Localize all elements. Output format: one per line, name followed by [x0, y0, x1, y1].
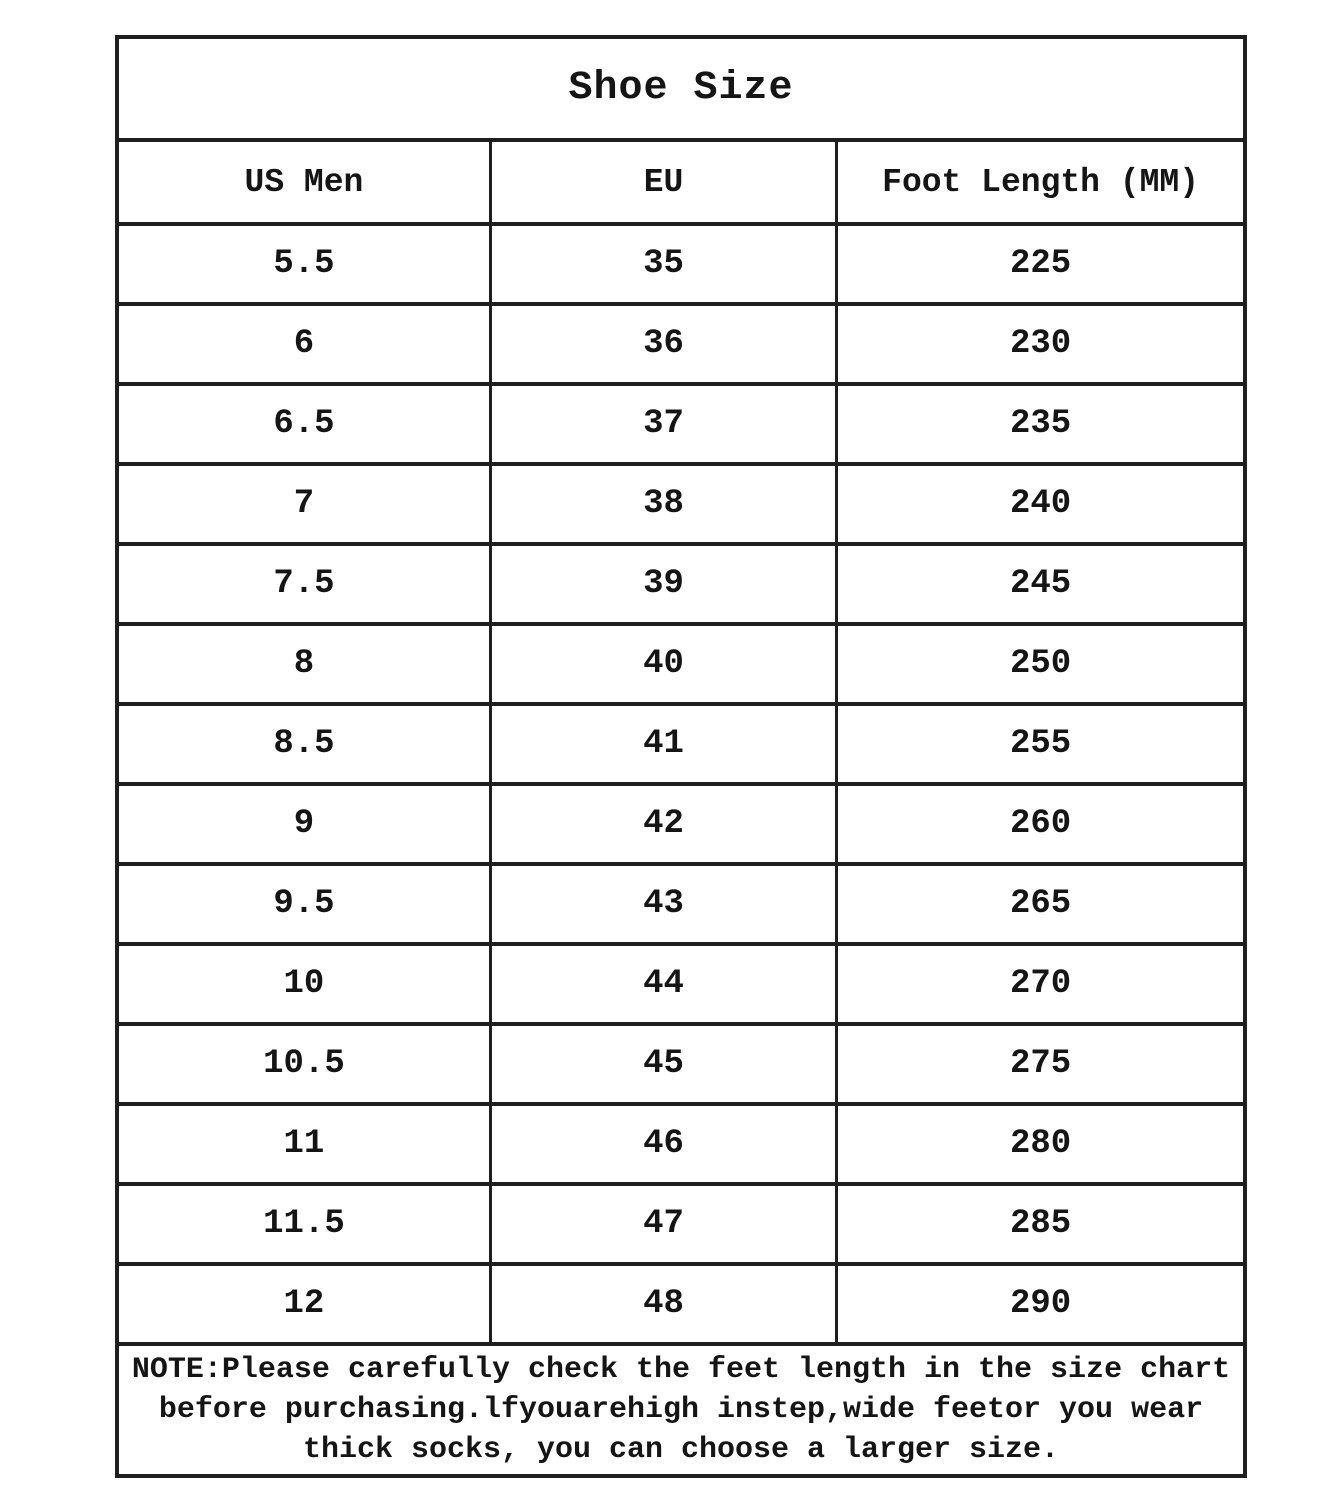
table-cell: 41 — [490, 704, 836, 784]
table-cell: 11.5 — [117, 1184, 490, 1264]
table-cell: 285 — [837, 1184, 1245, 1264]
table-row — [117, 864, 1245, 944]
header-row — [117, 140, 1245, 224]
table-cell: 290 — [837, 1264, 1245, 1344]
table-row — [117, 304, 1245, 384]
table-cell: 44 — [490, 944, 836, 1024]
shoe-size-table — [115, 35, 1247, 1478]
note-row — [117, 1344, 1245, 1476]
table-cell: 11 — [117, 1104, 490, 1184]
table-cell: 35 — [490, 224, 836, 304]
table-title: Shoe Size — [117, 37, 1245, 140]
table-cell: 47 — [490, 1184, 836, 1264]
table-cell: 260 — [837, 784, 1245, 864]
table-cell: 39 — [490, 544, 836, 624]
table-row — [117, 1184, 1245, 1264]
table-row — [117, 624, 1245, 704]
table-cell: 38 — [490, 464, 836, 544]
table-cell: 46 — [490, 1104, 836, 1184]
table-cell: 270 — [837, 944, 1245, 1024]
table-row — [117, 1024, 1245, 1104]
table-row — [117, 544, 1245, 624]
title-row — [117, 37, 1245, 140]
table-cell: 12 — [117, 1264, 490, 1344]
table-cell: 45 — [490, 1024, 836, 1104]
column-header-us-men: US Men — [117, 140, 490, 224]
table-cell: 6 — [117, 304, 490, 384]
table-cell: 43 — [490, 864, 836, 944]
table-cell: 9 — [117, 784, 490, 864]
table-cell: 48 — [490, 1264, 836, 1344]
table-cell: 275 — [837, 1024, 1245, 1104]
table-row — [117, 944, 1245, 1024]
table-cell: 240 — [837, 464, 1245, 544]
size-table-rows — [117, 224, 1245, 1344]
note-cell — [117, 1344, 1245, 1476]
table-row — [117, 224, 1245, 304]
table-row — [117, 1104, 1245, 1184]
table-row — [117, 784, 1245, 864]
table-cell: 37 — [490, 384, 836, 464]
table-cell: 36 — [490, 304, 836, 384]
table-cell: 5.5 — [117, 224, 490, 304]
table-row — [117, 384, 1245, 464]
column-header-eu: EU — [490, 140, 836, 224]
shoe-size-table-container — [115, 35, 1247, 1470]
table-cell: 9.5 — [117, 864, 490, 944]
table-cell: 265 — [837, 864, 1245, 944]
table-cell: 280 — [837, 1104, 1245, 1184]
note-line: NOTE:Please carefully check the feet length in the size chart — [131, 1353, 1231, 1387]
table-cell: 255 — [837, 704, 1245, 784]
table-cell: 6.5 — [117, 384, 490, 464]
table-cell: 7 — [117, 464, 490, 544]
table-cell: 230 — [837, 304, 1245, 384]
column-header-foot-length: Foot Length (MM) — [837, 140, 1245, 224]
table-cell: 8.5 — [117, 704, 490, 784]
table-cell: 40 — [490, 624, 836, 704]
table-cell: 42 — [490, 784, 836, 864]
note-line: before purchasing.lfyouarehigh instep,wide feetor you wear — [158, 1393, 1204, 1427]
table-cell: 235 — [837, 384, 1245, 464]
table-cell: 7.5 — [117, 544, 490, 624]
table-cell: 10.5 — [117, 1024, 490, 1104]
table-row — [117, 464, 1245, 544]
table-cell: 8 — [117, 624, 490, 704]
table-cell: 245 — [837, 544, 1245, 624]
table-row — [117, 1264, 1245, 1344]
table-row — [117, 704, 1245, 784]
table-cell: 225 — [837, 224, 1245, 304]
table-cell: 250 — [837, 624, 1245, 704]
table-cell: 10 — [117, 944, 490, 1024]
note-line: thick socks, you can choose a larger size. — [302, 1433, 1060, 1467]
